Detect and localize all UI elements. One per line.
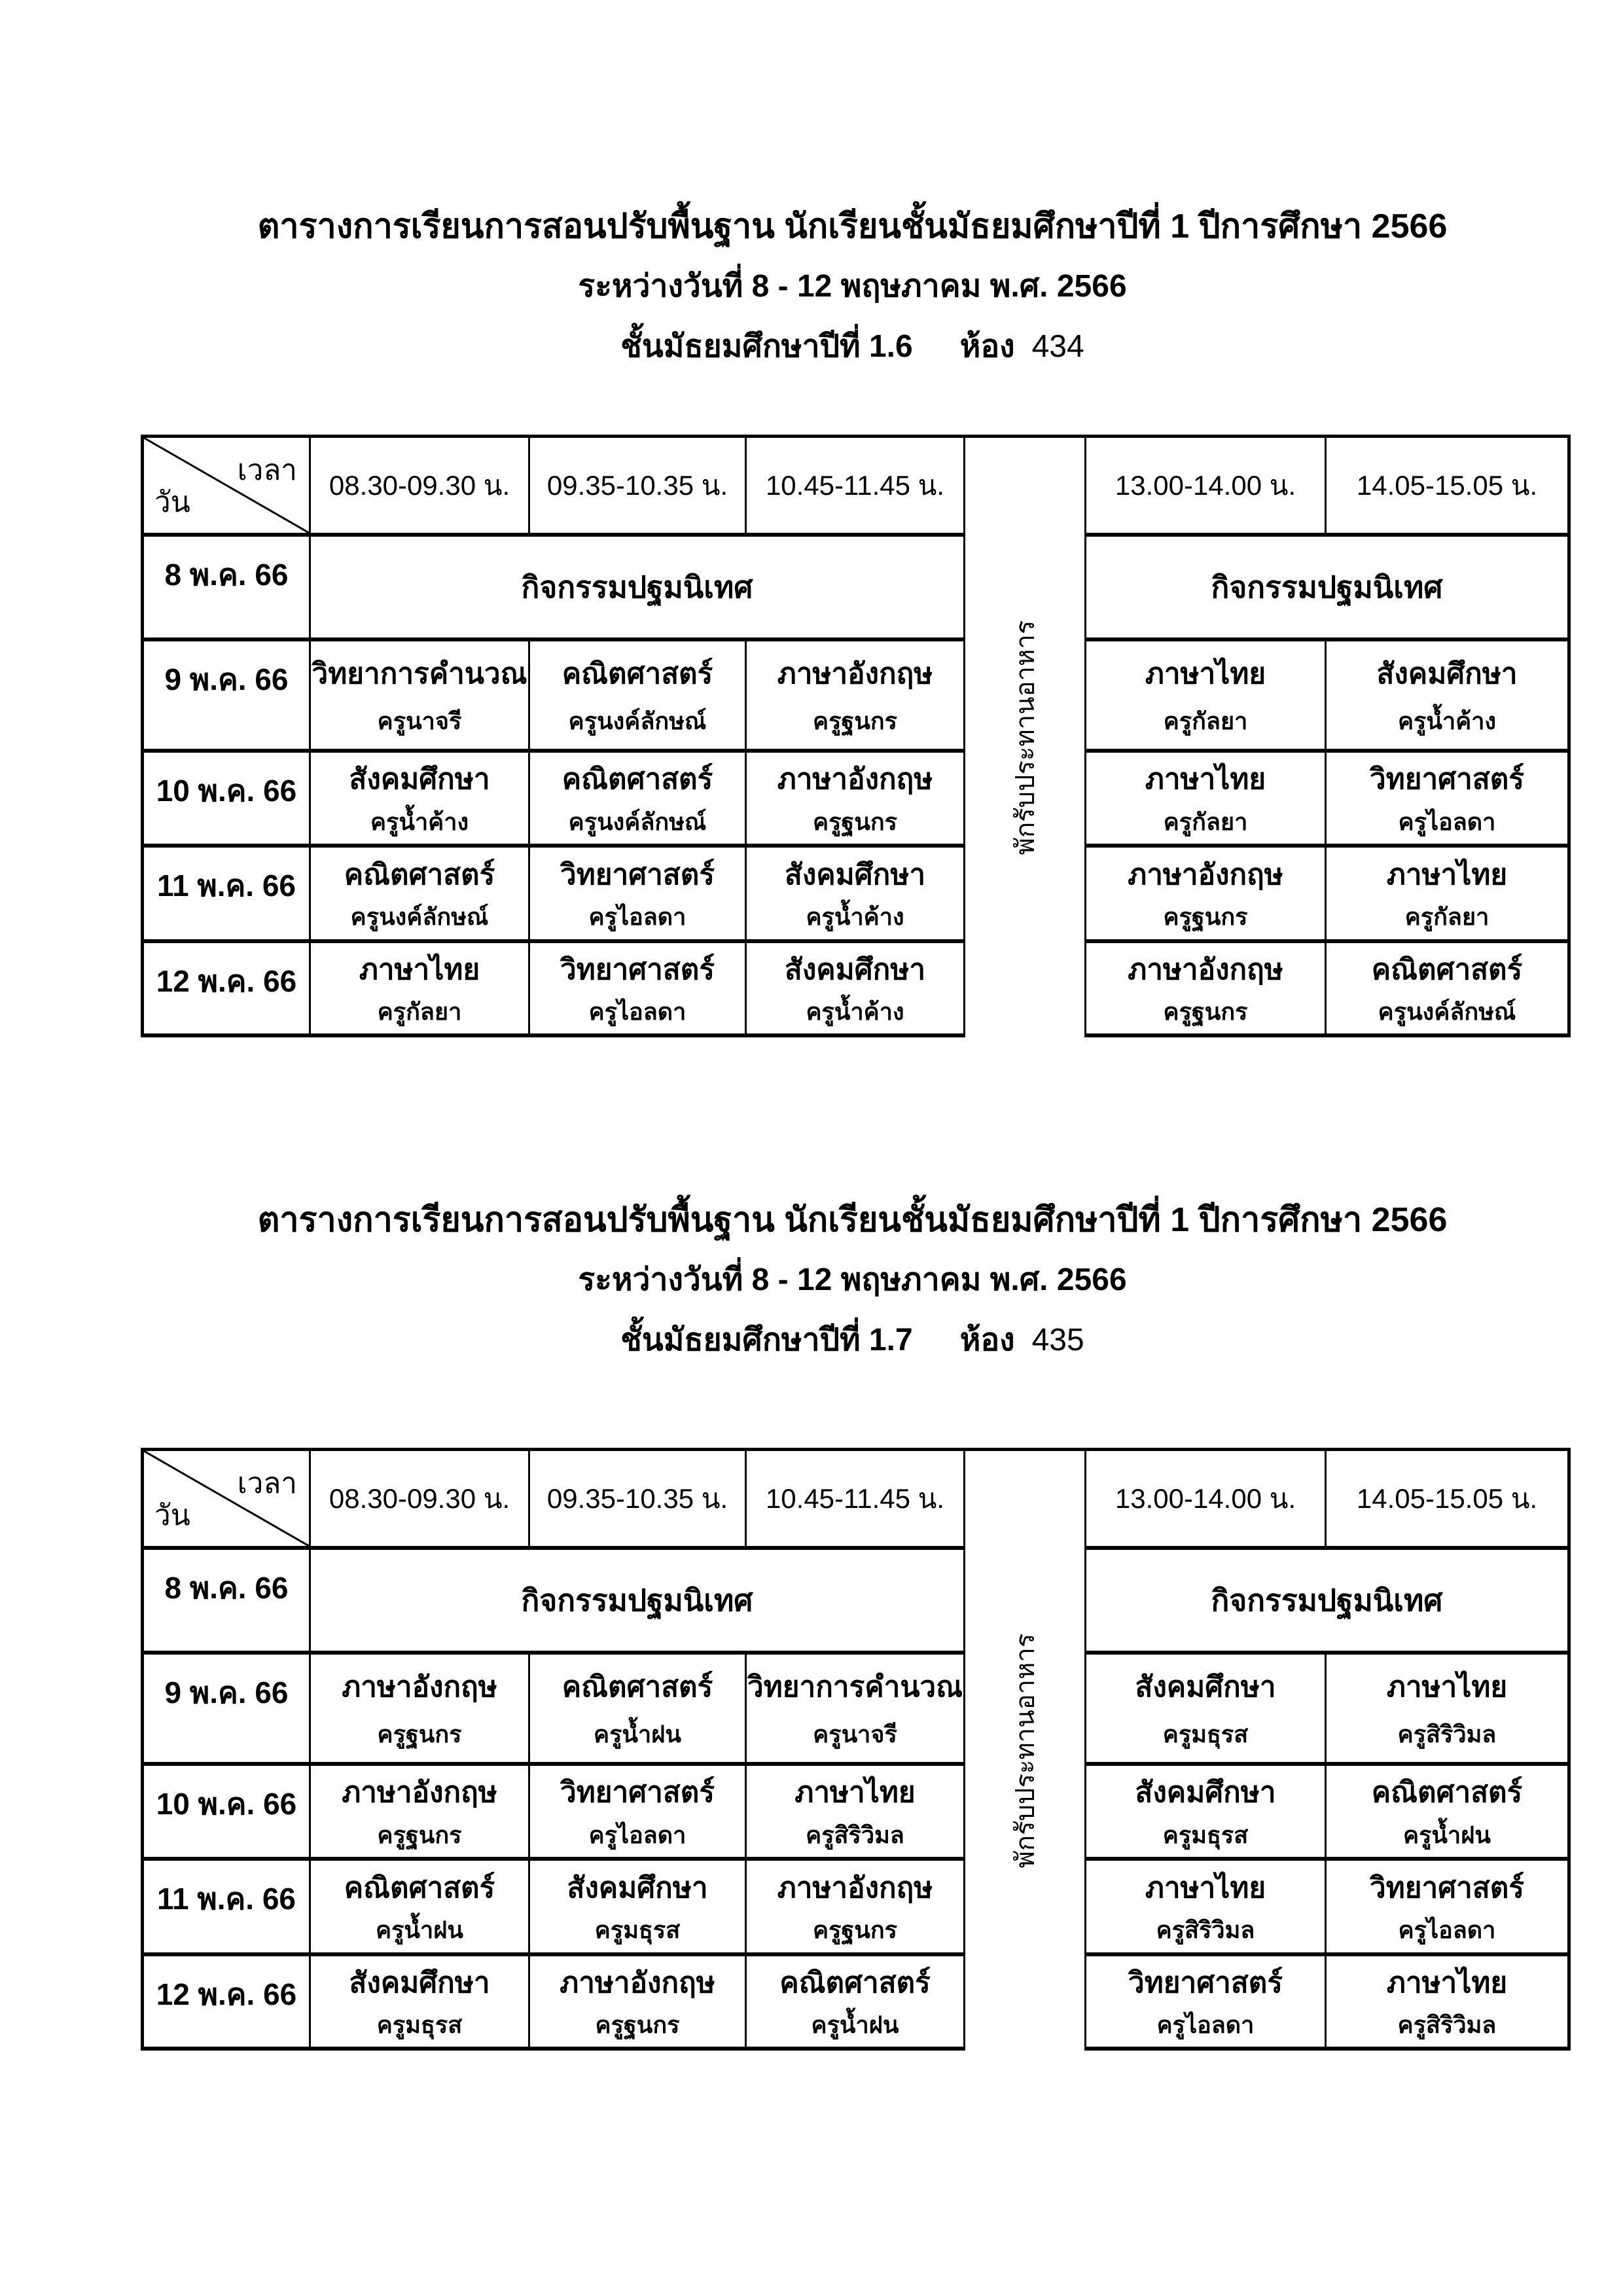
subject-cell <box>1327 848 1567 943</box>
subject-cell <box>1086 943 1327 1037</box>
teacher-label: ครูสิริวิมล <box>1397 1721 1497 1748</box>
subject-cell <box>311 753 530 848</box>
subject-label: วิทยาศาสตร์ <box>1128 1967 1283 1999</box>
corner-day-time-cell <box>144 1451 311 1550</box>
subject-label: วิทยาศาสตร์ <box>560 954 715 986</box>
subject-label: ภาษาอังกฤษ <box>342 1776 497 1809</box>
subject-label: สังคมศึกษา <box>784 954 926 986</box>
teacher-label: ครูมธุรส <box>1162 1721 1249 1748</box>
subject-label: วิทยาศาสตร์ <box>1370 1871 1524 1904</box>
teacher-label: ครูสิริวิมล <box>1156 1916 1255 1944</box>
class-room-line <box>141 317 1564 377</box>
time-axis-label: เวลา <box>237 1467 297 1499</box>
time-axis-label: เวลา <box>237 454 297 486</box>
subject-label: วิทยาศาสตร์ <box>560 1776 715 1809</box>
teacher-label: ครูน้ำฝน <box>1403 1821 1491 1848</box>
teacher-label: ครูนาจรี <box>813 1721 897 1748</box>
subject-label: ภาษาไทย <box>794 1776 916 1809</box>
subject-label: วิทยาการคำนวณ <box>312 657 527 690</box>
subject-label: ภาษาอังกฤษ <box>1128 954 1283 986</box>
subject-cell <box>311 1861 530 1956</box>
subject-label: ภาษาอังกฤษ <box>342 1670 497 1703</box>
teacher-label: ครูฐนกร <box>377 1821 462 1848</box>
teacher-label: ครูฐนกร <box>595 2011 680 2038</box>
teacher-label: ครูน้ำฝน <box>376 1916 463 1944</box>
day-cell: 12 พ.ค. 66 <box>144 1956 311 2051</box>
subject-label: ภาษาไทย <box>1145 657 1266 690</box>
orientation-activity-cell: กิจกรรมปฐมนิเทศ <box>1086 537 1567 641</box>
subject-label: ภาษาไทย <box>1145 1871 1266 1904</box>
subject-label: สังคมศึกษา <box>349 1967 490 1999</box>
corner-day-time-cell <box>144 438 311 537</box>
subject-label: คณิตศาสตร์ <box>1371 1776 1523 1809</box>
subject-cell <box>1327 1766 1567 1861</box>
subject-label: ภาษาอังกฤษ <box>560 1967 715 1999</box>
timetable-m1-7 <box>141 1448 1571 2051</box>
day-axis-label: วัน <box>154 1499 190 1532</box>
day-cell: 9 พ.ค. 66 <box>144 641 311 753</box>
subject-label: สังคมศึกษา <box>1135 1670 1276 1703</box>
subject-label: สังคมศึกษา <box>567 1871 708 1904</box>
subject-label: คณิตศาสตร์ <box>344 858 495 891</box>
teacher-label: ครูไอลดา <box>588 998 687 1025</box>
teacher-label: ครูน้ำค้าง <box>806 903 904 931</box>
subject-cell <box>747 1861 965 1956</box>
subject-cell <box>747 1766 965 1861</box>
subject-cell <box>1086 753 1327 848</box>
class-label: ชั้นมัธยมศึกษาปีที่ 1.7 <box>620 1323 913 1357</box>
time-header-cell: 08.30-09.30 น. <box>311 1451 530 1550</box>
teacher-label: ครูฐนกร <box>1163 903 1248 931</box>
teacher-label: ครูฐนกร <box>812 1916 898 1944</box>
time-header-cell: 09.35-10.35 น. <box>530 1451 747 1550</box>
teacher-label: ครูกัลยา <box>377 998 462 1025</box>
date-range: ระหว่างวันที่ 8 - 12 พฤษภาคม พ.ศ. 2566 <box>578 1263 1127 1297</box>
subject-cell <box>747 753 965 848</box>
teacher-label: ครูน้ำค้าง <box>806 998 904 1025</box>
orientation-activity-cell: กิจกรรมปฐมนิเทศ <box>311 537 965 641</box>
subject-label: คณิตศาสตร์ <box>562 1670 713 1703</box>
subject-cell <box>1086 1766 1327 1861</box>
subject-cell <box>747 1655 965 1766</box>
subject-cell <box>530 1956 747 2051</box>
subject-label: สังคมศึกษา <box>1135 1776 1276 1809</box>
teacher-label: ครูกัลยา <box>1163 708 1248 735</box>
teacher-label: ครูไอลดา <box>1398 808 1496 835</box>
time-header-cell: 14.05-15.05 น. <box>1327 1451 1567 1550</box>
subject-label: คณิตศาสตร์ <box>1371 954 1523 986</box>
document-title: ตารางการเรียนการสอนปรับพื้นฐาน นักเรียนชั้นมัธยมศึกษาปีที่ 1 ปีการศึกษา 2566 <box>257 1201 1448 1239</box>
teacher-label: ครูนงค์ลักษณ์ <box>350 903 489 931</box>
teacher-label: ครูไอลดา <box>588 903 687 931</box>
lunch-break-cell <box>965 1451 1086 2051</box>
subject-label: สังคมศึกษา <box>784 858 926 891</box>
subject-label: ภาษาอังกฤษ <box>777 763 933 796</box>
subject-cell <box>1327 753 1567 848</box>
subject-label: ภาษาอังกฤษ <box>777 1871 933 1904</box>
teacher-label: ครูมธุรส <box>376 2011 463 2038</box>
subject-label: ภาษาไทย <box>1145 763 1266 796</box>
subject-label: ภาษาอังกฤษ <box>1128 858 1283 891</box>
day-cell: 10 พ.ค. 66 <box>144 753 311 848</box>
subject-cell <box>1086 1956 1327 2051</box>
day-cell: 8 พ.ค. 66 <box>144 1550 311 1655</box>
teacher-label: ครูนงค์ลักษณ์ <box>568 808 707 835</box>
subject-label: ภาษาอังกฤษ <box>777 657 933 690</box>
room-number: 434 <box>1031 329 1084 364</box>
subject-label: วิทยาศาสตร์ <box>1370 763 1524 796</box>
teacher-label: ครูฐนกร <box>812 708 898 735</box>
subject-cell <box>1327 1861 1567 1956</box>
teacher-label: ครูน้ำค้าง <box>1397 708 1497 735</box>
teacher-label: ครูนงค์ลักษณ์ <box>1378 998 1516 1025</box>
teacher-label: ครูไอลดา <box>1156 2011 1255 2038</box>
date-range: ระหว่างวันที่ 8 - 12 พฤษภาคม พ.ศ. 2566 <box>578 269 1127 304</box>
day-cell: 11 พ.ค. 66 <box>144 1861 311 1956</box>
subject-label: คณิตศาสตร์ <box>562 657 713 690</box>
teacher-label: ครูไอลดา <box>1398 1916 1496 1944</box>
subject-label: คณิตศาสตร์ <box>779 1967 931 1999</box>
subject-cell <box>747 943 965 1037</box>
orientation-activity-cell: กิจกรรมปฐมนิเทศ <box>311 1550 965 1655</box>
teacher-label: ครูฐนกร <box>377 1721 462 1748</box>
timetable-1-title-block <box>141 196 1564 377</box>
subject-cell <box>1086 1861 1327 1956</box>
day-cell: 11 พ.ค. 66 <box>144 848 311 943</box>
subject-cell <box>530 848 747 943</box>
timetable-m1-6 <box>141 435 1571 1037</box>
class-room-line <box>141 1310 1564 1371</box>
teacher-label: ครูฐนกร <box>1163 998 1248 1025</box>
teacher-label: ครูมธุรส <box>1162 1821 1249 1848</box>
subject-cell <box>311 1956 530 2051</box>
subject-label: คณิตศาสตร์ <box>562 763 713 796</box>
room-label: ห้อง <box>959 1323 1015 1357</box>
teacher-label: ครูมธุรส <box>594 1916 681 1944</box>
time-header-cell: 13.00-14.00 น. <box>1086 438 1327 537</box>
teacher-label: ครูสิริวิมล <box>806 1821 904 1848</box>
subject-label: ภาษาไทย <box>359 954 480 986</box>
subject-cell <box>1327 943 1567 1037</box>
timetable-2-title-block <box>141 1190 1564 1371</box>
subject-label: วิทยาการคำนวณ <box>747 1670 963 1703</box>
teacher-label: ครูน้ำฝน <box>811 2011 899 2038</box>
subject-cell <box>530 753 747 848</box>
teacher-label: ครูน้ำค้าง <box>370 808 469 835</box>
time-header-cell: 13.00-14.00 น. <box>1086 1451 1327 1550</box>
teacher-label: ครูน้ำฝน <box>594 1721 681 1748</box>
teacher-label: ครูสิริวิมล <box>1397 2011 1497 2038</box>
subject-label: สังคมศึกษา <box>1376 657 1518 690</box>
subject-cell <box>311 943 530 1037</box>
day-cell: 8 พ.ค. 66 <box>144 537 311 641</box>
subject-label: ภาษาไทย <box>1386 1670 1508 1703</box>
subject-cell <box>311 848 530 943</box>
day-axis-label: วัน <box>154 486 190 518</box>
subject-cell <box>747 848 965 943</box>
subject-cell <box>311 1655 530 1766</box>
subject-cell <box>530 641 747 753</box>
teacher-label: ครูฐนกร <box>812 808 898 835</box>
subject-label: ภาษาไทย <box>1386 1967 1508 1999</box>
day-cell: 9 พ.ค. 66 <box>144 1655 311 1766</box>
subject-cell <box>1086 848 1327 943</box>
day-cell: 10 พ.ค. 66 <box>144 1766 311 1861</box>
lunch-break-cell <box>965 438 1086 1037</box>
time-header-cell: 08.30-09.30 น. <box>311 438 530 537</box>
subject-label: สังคมศึกษา <box>349 763 490 796</box>
room-number: 435 <box>1031 1323 1084 1357</box>
document-title: ตารางการเรียนการสอนปรับพื้นฐาน นักเรียนชั้นมัธยมศึกษาปีที่ 1 ปีการศึกษา 2566 <box>257 207 1448 245</box>
time-header-cell: 09.35-10.35 น. <box>530 438 747 537</box>
subject-cell <box>1327 641 1567 753</box>
lunch-break-label: พักรับประทานอาหาร <box>1011 1633 1040 1869</box>
subject-cell <box>1327 1956 1567 2051</box>
teacher-label: ครูนาจรี <box>377 708 462 735</box>
time-header-cell: 14.05-15.05 น. <box>1327 438 1567 537</box>
subject-label: วิทยาศาสตร์ <box>560 858 715 891</box>
subject-label: คณิตศาสตร์ <box>344 1871 495 1904</box>
subject-cell <box>747 1956 965 2051</box>
subject-cell <box>1327 1655 1567 1766</box>
subject-cell <box>530 1861 747 1956</box>
teacher-label: ครูกัลยา <box>1404 903 1489 931</box>
subject-cell <box>530 1655 747 1766</box>
class-label: ชั้นมัธยมศึกษาปีที่ 1.6 <box>620 329 913 364</box>
lunch-break-label: พักรับประทานอาหาร <box>1011 620 1040 855</box>
room-label: ห้อง <box>959 329 1015 364</box>
time-header-cell: 10.45-11.45 น. <box>747 438 965 537</box>
subject-cell <box>311 1766 530 1861</box>
teacher-label: ครูกัลยา <box>1163 808 1248 835</box>
subject-cell <box>530 943 747 1037</box>
time-header-cell: 10.45-11.45 น. <box>747 1451 965 1550</box>
subject-label: ภาษาไทย <box>1386 858 1508 891</box>
teacher-label: ครูนงค์ลักษณ์ <box>568 708 707 735</box>
subject-cell <box>747 641 965 753</box>
subject-cell <box>1086 641 1327 753</box>
subject-cell <box>1086 1655 1327 1766</box>
day-cell: 12 พ.ค. 66 <box>144 943 311 1037</box>
subject-cell <box>311 641 530 753</box>
orientation-activity-cell: กิจกรรมปฐมนิเทศ <box>1086 1550 1567 1655</box>
subject-cell <box>530 1766 747 1861</box>
teacher-label: ครูไอลดา <box>588 1821 687 1848</box>
